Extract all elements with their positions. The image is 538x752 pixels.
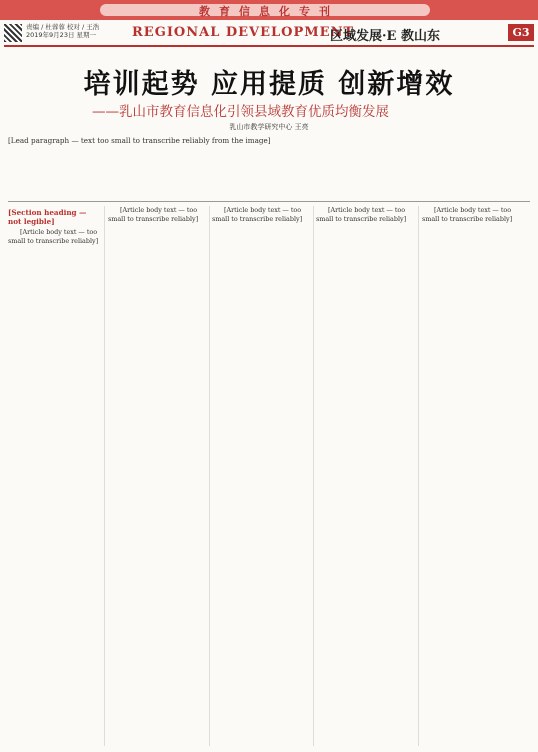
section-title-english: REGIONAL DEVELOPMENT (132, 25, 355, 40)
column-body: [Article body text — too small to transcribe reliably] (212, 206, 303, 223)
section-header (132, 24, 534, 42)
article-column-5 (422, 206, 530, 746)
page-number-tag: G3 (508, 24, 534, 41)
header-rule (4, 45, 534, 47)
headline: 培训起势 应用提质 创新增效 (83, 69, 455, 100)
column-body: [Article body text — too small to transcribe reliably] (316, 206, 407, 223)
column-body: [Article body text — too small to transcribe reliably] (422, 206, 513, 223)
column-body: [Article body text — too small to transcribe reliably] (8, 228, 99, 245)
article-column-3 (212, 206, 310, 746)
subtitle: ——乳山市教育信息化引领县域教育优质均衡发展 (92, 104, 389, 120)
column-divider (104, 206, 105, 746)
banner-title: 教育信息化专刊 (199, 5, 339, 18)
date-line: 2019年9月23日 星期一 (26, 31, 97, 39)
qr-code-icon (4, 24, 22, 42)
lead-paragraph: [Lead paragraph — text too small to transcribe reliably from the image] (8, 136, 271, 145)
top-banner (0, 0, 538, 20)
column-divider (209, 206, 210, 746)
article-column-1 (8, 206, 102, 746)
article-column-4 (316, 206, 414, 746)
column-heading: [Section heading — not legible] (8, 208, 87, 226)
byline: 乳山市教学研究中心 王亮 (229, 123, 309, 131)
column-divider (313, 206, 314, 746)
editor-line: 责编 / 杜蓉蓉 校对 / 王浩 (26, 23, 100, 31)
column-divider (418, 206, 419, 746)
lead-divider (8, 201, 530, 202)
edition-text (26, 23, 99, 39)
column-body: [Article body text — too small to transcribe reliably] (108, 206, 199, 223)
section-title-chinese: 区域发展·E 教山东 (330, 29, 440, 44)
article-column-2 (108, 206, 206, 746)
